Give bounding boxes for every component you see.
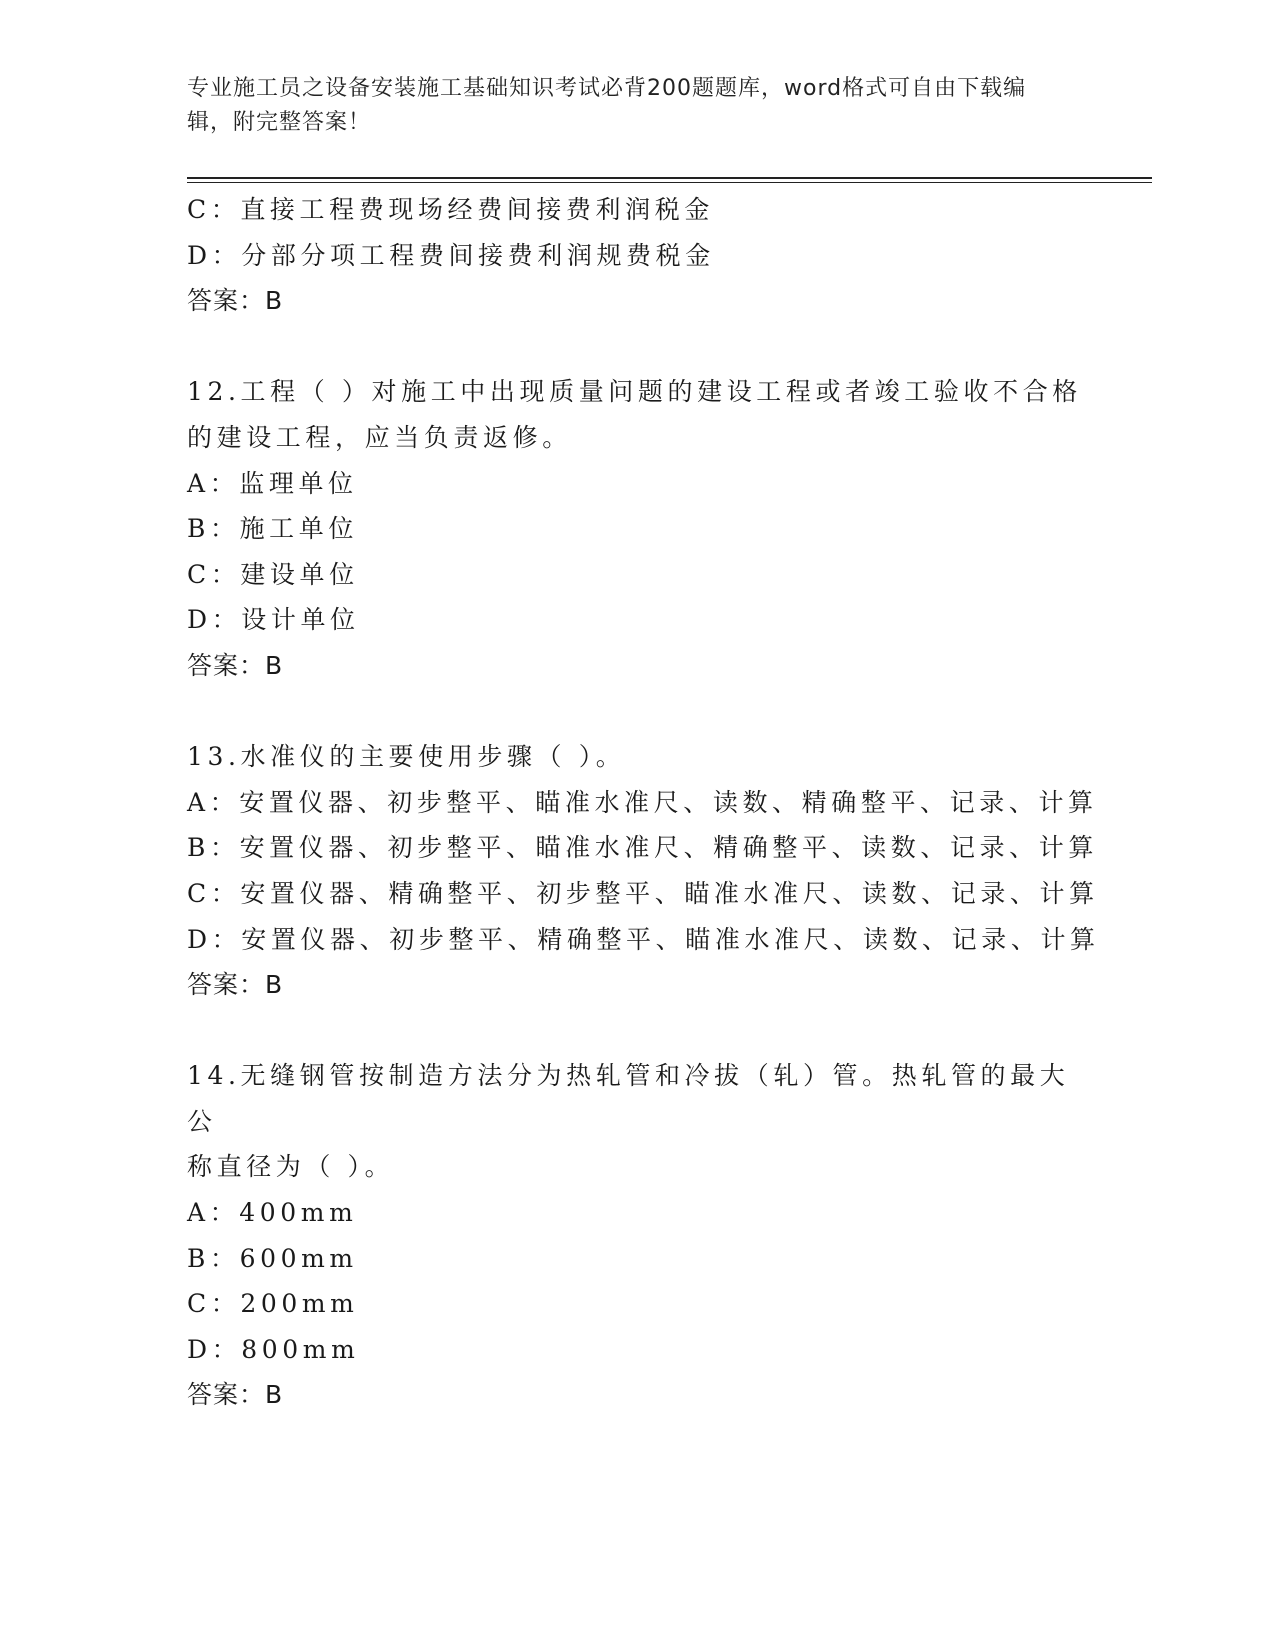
question-12: [187, 369, 1087, 688]
answer-line: 答案：B: [187, 650, 284, 680]
option-line: C：200mm: [187, 1289, 359, 1319]
answer-line: 答案：B: [187, 286, 284, 316]
option-line: D：安置仪器、初步整平、精确整平、瞄准水准尺、读数、记录、计算: [187, 924, 1100, 954]
spacer: [187, 1008, 1087, 1054]
option-line: C：建设单位: [187, 559, 359, 589]
question-stem: 12.工程（ ）对施工中出现质量问题的建设工程或者竣工验收不合格: [187, 377, 1082, 407]
option-line: B：600mm: [187, 1243, 358, 1273]
option-line: A：监理单位: [187, 468, 358, 498]
option-line: B：安置仪器、初步整平、瞄准水准尺、精确整平、读数、记录、计算: [187, 833, 1098, 863]
question-stem: 称直径为（ ）。: [187, 1152, 395, 1182]
question-14: [187, 1053, 1087, 1418]
question-stem: 14.无缝钢管按制造方法分为热轧管和冷拔（轧）管。热轧管的最大公: [187, 1061, 1070, 1136]
header-rule-thick: [187, 177, 1152, 179]
option-line: A：安置仪器、初步整平、瞄准水准尺、读数、精确整平、记录、计算: [187, 787, 1098, 817]
option-line: D：设计单位: [187, 605, 360, 635]
spacer: [187, 324, 1087, 370]
question-content: [187, 187, 1100, 1418]
spacer: [187, 689, 1087, 735]
question-stem: 的建设工程，应当负责返修。: [187, 422, 572, 452]
option-line: A：400mm: [187, 1198, 358, 1228]
header-rule-thin: [187, 182, 1152, 183]
answer-line: 答案：B: [187, 1380, 284, 1410]
option-line: D：分部分项工程费间接费利润规费税金: [187, 240, 715, 270]
option-line: C：直接工程费现场经费间接费利润税金: [187, 195, 714, 224]
answer-line: 答案：B: [187, 970, 284, 1000]
document-header: [187, 72, 1067, 140]
option-line: B：施工单位: [187, 514, 358, 544]
option-line: D：800mm: [187, 1334, 360, 1364]
option-line: C：安置仪器、精确整平、初步整平、瞄准水准尺、读数、记录、计算: [187, 878, 1099, 908]
question-11-tail: [187, 187, 1087, 324]
question-stem: 13.水准仪的主要使用步骤（ ）。: [187, 742, 626, 772]
question-13: [187, 734, 1100, 1008]
header-title: 专业施工员之设备安装施工基础知识考试必背200题题库，word格式可自由下载编辑，附完整答案！: [187, 76, 1027, 135]
